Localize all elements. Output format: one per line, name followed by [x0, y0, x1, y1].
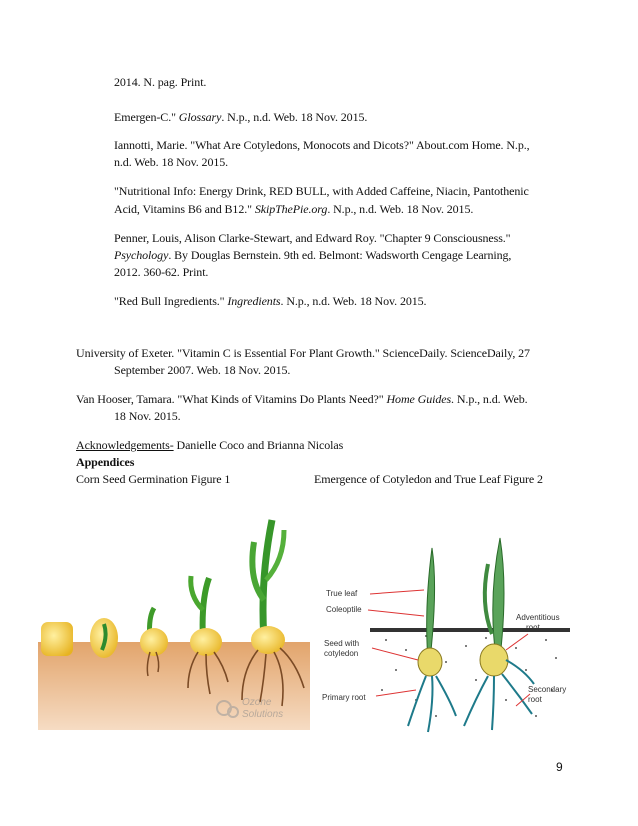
page-number: 9: [556, 760, 563, 774]
figure-1-caption: Corn Seed Germination Figure 1: [76, 472, 231, 486]
label-pointers: [368, 590, 530, 706]
cotyledon-emergence-figure: [316, 530, 576, 740]
reference-penner-line1: Penner, Louis, Alison Clarke-Stewart, and Edward Roy. "Chapter 9 Consciousness.": [114, 231, 511, 245]
label-seed-line1: Seed with: [324, 639, 360, 648]
reference-penner-line3: 2012. 360-62. Print.: [114, 265, 209, 279]
acknowledgements: Acknowledgements- Danielle Coco and Brianna Nicolas: [76, 438, 344, 452]
seedling-left: [408, 548, 456, 732]
label-adventitious-line1: Adventitious: [516, 613, 560, 622]
svg-text:Solutions: Solutions: [242, 709, 284, 720]
reference-vanhooser-line2: 18 Nov. 2015.: [114, 409, 181, 423]
reference-iannotti-line2: n.d. Web. 18 Nov. 2015.: [114, 155, 229, 169]
reference-nutrition-line2: Acid, Vitamins B6 and B12." SkipThePie.org. N.p., n.d. Web. 18 Nov. 2015.: [114, 202, 474, 216]
corn-germination-figure: [38, 500, 310, 730]
svg-text:Ozone: Ozone: [242, 697, 272, 708]
reference-emergen-c: Emergen-C." Glossary. N.p., n.d. Web. 18 Nov. 2015.: [114, 110, 368, 124]
reference-vanhooser-line1: Van Hooser, Tamara. "What Kinds of Vitamins Do Plants Need?" Home Guides. N.p., n.d. Web.: [76, 392, 528, 406]
seed-stage-2: [90, 618, 118, 658]
label-seed-line2: cotyledon: [324, 649, 359, 658]
label-adventitious-line2: root: [526, 623, 540, 632]
seed-stage-1: [41, 622, 73, 656]
label-secondary-line2: root: [528, 695, 542, 704]
reference-penner-line2: Psychology. By Douglas Bernstein. 9th ed. Belmont: Wadsworth Cengage Learning,: [114, 248, 512, 262]
reference-exeter-line1: University of Exeter. "Vitamin C is Essential For Plant Growth." ScienceDaily. ScienceDaily, 27: [76, 346, 530, 360]
appendices-heading: Appendices: [76, 455, 135, 469]
label-secondary-line1: Secondary: [528, 685, 567, 694]
figure-2-caption: Emergence of Cotyledon and True Leaf Figure 2: [314, 472, 543, 486]
label-true-leaf: True leaf: [326, 589, 358, 598]
reference-continuation: 2014. N. pag. Print.: [114, 75, 207, 89]
label-coleoptile: Coleoptile: [326, 605, 362, 614]
reference-iannotti-line1: Iannotti, Marie. "What Are Cotyledons, Monocots and Dicots?" About.com Home. N.p.,: [114, 138, 530, 152]
reference-redbull: "Red Bull Ingredients." Ingredients. N.p., n.d. Web. 18 Nov. 2015.: [114, 294, 427, 308]
label-primary-root: Primary root: [322, 693, 366, 702]
reference-exeter-line2: September 2007. Web. 18 Nov. 2015.: [114, 363, 291, 377]
reference-nutrition-line1: "Nutritional Info: Energy Drink, RED BULL, with Added Caffeine, Niacin, Pantothenic: [114, 184, 529, 198]
seedling-right: [464, 538, 534, 730]
